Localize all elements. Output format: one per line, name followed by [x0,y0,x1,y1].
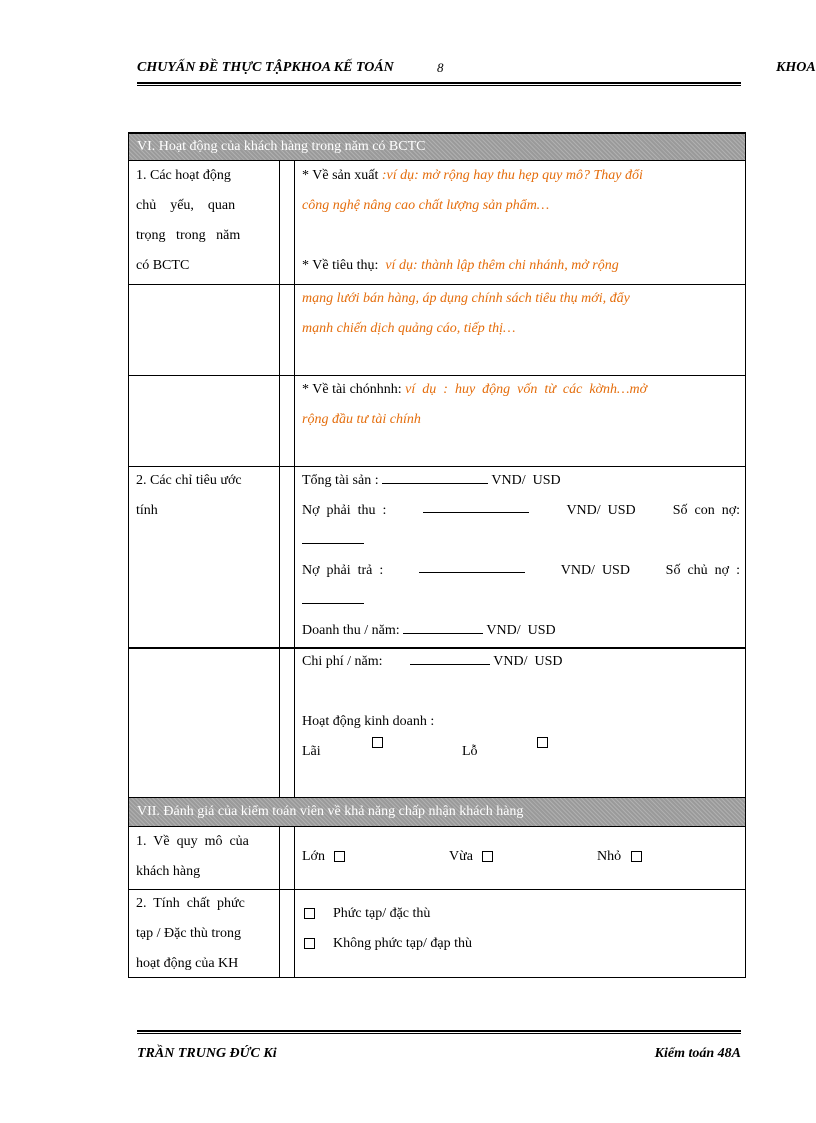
not-complex-checkbox[interactable] [304,938,315,949]
cost-and-result [302,647,740,767]
business-result-label: Hoạt động kinh doanh : [302,714,435,729]
debtors-count-field[interactable] [302,527,364,544]
column-divider [294,161,295,797]
total-assets-field[interactable] [382,467,488,484]
large-label: Lớn [302,849,325,864]
complex-label: Phức tạp/ đặc thù [333,906,431,921]
cost-line: Chi phí / năm: VND/ USD [302,647,740,677]
row-main-activities-label: 1. Các hoạt động chủ yếu, quan trọng trong năm có BCTC [136,168,241,273]
row-estimates-label: 2. Các chỉ tiêu ước tính [136,473,242,518]
production-activities: * Về sản xuất :ví dụ: mở rộng hay thu hẹp quy mô? Thay đổi công nghệ nâng cao chất lượng sản phẩm… * Về tiêu thụ: ví dụ: thành lập thêm chi nhánh, mở rộng [302,168,643,273]
footer-author: TRẦN TRUNG ĐỨC Ki [137,1046,277,1061]
page-header-title: CHUYẤN ĐỀ THỰC TẬPKHOA KẾ TOÁN [137,60,394,75]
revenue-line: Doanh thu / năm: VND/ USD [302,616,740,646]
payables-line: Nợ phải trả : VND/ USD Số chủ nợ : [302,556,740,586]
loss-checkbox[interactable] [537,737,548,748]
cost-field[interactable] [410,648,490,665]
financial-estimates [302,466,740,646]
client-assessment-form [128,132,746,978]
column-divider [279,161,280,797]
medium-checkbox[interactable] [482,851,493,862]
page-header-right: KHOA [776,60,816,75]
small-label: Nhỏ [597,849,622,864]
consumption-activities: mạng lưới bán hàng, áp dụng chính sách tiêu thụ mới, đẩy mạnh chiến dịch quảng cáo, tiếp thị… [302,291,630,336]
total-assets-line: Tổng tài sản : VND/ USD [302,466,740,496]
profit-checkbox[interactable] [372,737,383,748]
small-checkbox[interactable] [631,851,642,862]
section-vi-header: VI. Hoạt động của khách hàng trong năm có BCTC [129,133,745,161]
receivables-field[interactable] [423,496,529,513]
section-vii-header: VII. Đánh giá của kiểm toán viên về khả năng chấp nhận khách hàng [129,797,745,827]
creditors-count-field[interactable] [302,587,364,604]
row-complexity-label: 2. Tính chất phức tạp / Đặc thù trong hoạt động của KH [136,896,245,971]
complex-checkbox[interactable] [304,908,315,919]
payables-field[interactable] [419,556,525,573]
profit-label: Lãi [302,744,321,759]
header-rule [137,82,741,86]
finance-activities: * Về tài chónhnh: ví dụ : huy động vốn từ các kờnh…mở rộng đầu tư tài chính [302,382,648,427]
row-client-size-label: 1. Về quy mô của khách hàng [136,834,249,879]
footer-class: Kiểm toán 48A [654,1046,741,1061]
footer-rule [137,1030,741,1034]
column-divider [279,826,280,978]
page-number: 8 [437,60,444,75]
complexity-options [302,899,740,959]
medium-label: Vừa [449,849,473,864]
column-divider [294,826,295,978]
not-complex-label: Không phức tạp/ đạp thù [333,936,473,951]
receivables-line: Nợ phải thu : VND/ USD Số con nợ: [302,496,740,526]
client-size-options [302,827,740,887]
loss-label: Lỗ [462,744,478,759]
revenue-field[interactable] [403,617,483,634]
large-checkbox[interactable] [334,851,345,862]
